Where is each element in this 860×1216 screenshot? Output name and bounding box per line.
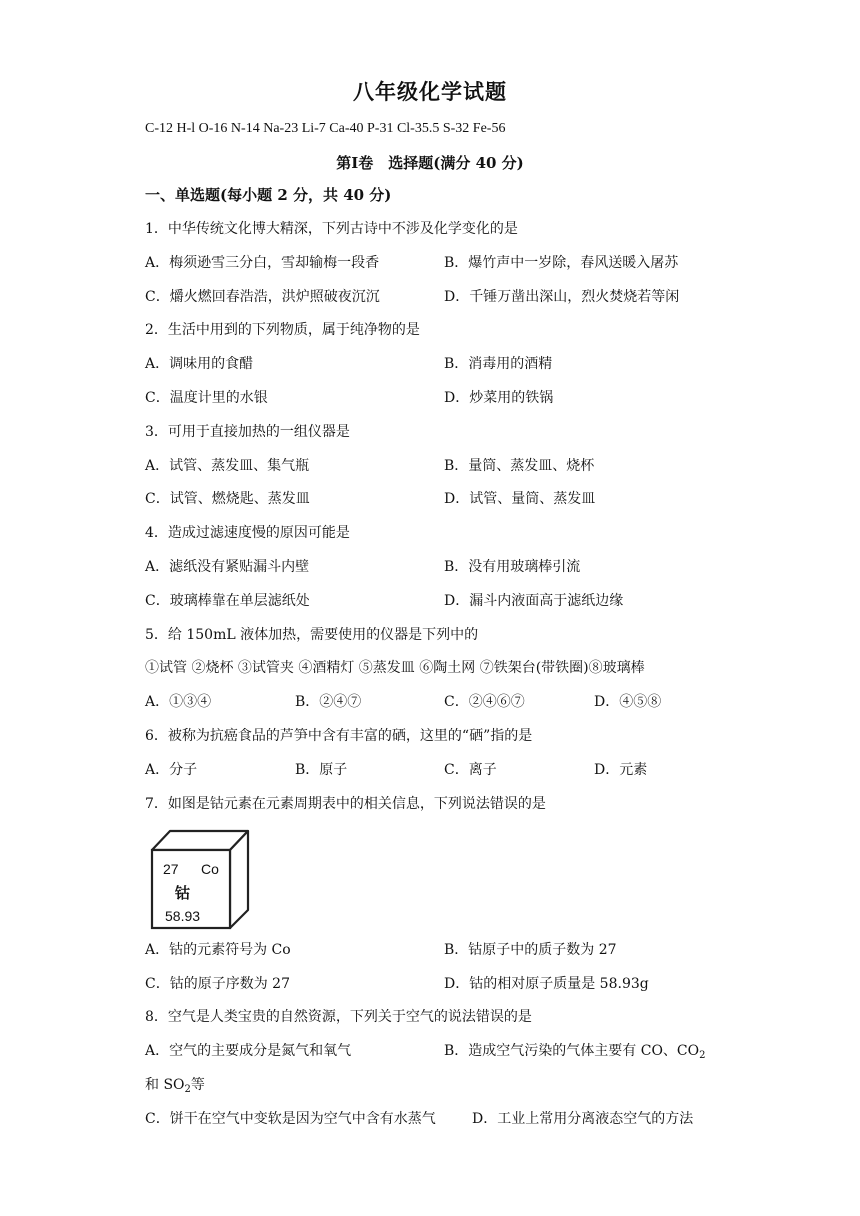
option-d: D．钴的相对原子质量是 58.93g bbox=[444, 976, 649, 992]
instrument-list: ①试管 ②烧杯 ③试管夹 ④酒精灯 ⑤蒸发皿 ⑥陶土网 ⑦铁架台(带铁圈)⑧玻璃棒 bbox=[145, 660, 645, 676]
atomic-number: 27 bbox=[163, 861, 179, 877]
option-a: A．调味用的食醋 bbox=[145, 356, 254, 372]
question-stem: 6．被称为抗癌食品的芦笋中含有丰富的硒，这里的“硒”指的是 bbox=[145, 728, 533, 744]
question-stem: 1．中华传统文化博大精深，下列古诗中不涉及化学变化的是 bbox=[145, 221, 518, 237]
option-a: A．试管、蒸发皿、集气瓶 bbox=[145, 458, 310, 474]
question-stem: 5．给 150mL 液体加热，需要使用的仪器是下列中的 bbox=[145, 627, 479, 643]
option-b: B．没有用玻璃棒引流 bbox=[444, 559, 581, 575]
volume-title: 第Ⅰ卷 选择题(满分 40 分) bbox=[336, 154, 524, 172]
option-a: A．空气的主要成分是氮气和氧气 bbox=[145, 1043, 352, 1059]
atomic-masses: C-12 H-l O-16 N-14 Na-23 Li-7 Ca-40 P-31 Cl-35.5 S-32 Fe-56 bbox=[145, 121, 506, 136]
option-d: D．试管、量筒、蒸发皿 bbox=[444, 491, 596, 507]
question-stem: 2．生活中用到的下列物质，属于纯净物的是 bbox=[145, 322, 420, 338]
atomic-mass: 58.93 bbox=[165, 908, 201, 924]
option-d: D．炒菜用的铁锅 bbox=[444, 390, 554, 406]
option-c: C．离子 bbox=[444, 762, 497, 778]
option-a: A．滤纸没有紧贴漏斗内壁 bbox=[145, 559, 310, 575]
question-stem: 7．如图是钴元素在元素周期表中的相关信息，下列说法错误的是 bbox=[145, 796, 546, 812]
option-b: B．消毒用的酒精 bbox=[444, 356, 553, 372]
option-c: C．试管、燃烧匙、蒸发皿 bbox=[145, 491, 310, 507]
option-d: D．④⑤⑧ bbox=[594, 694, 662, 710]
option-d: D．工业上常用分离液态空气的方法 bbox=[472, 1111, 694, 1127]
option-d: D．漏斗内液面高于滤纸边缘 bbox=[444, 593, 624, 609]
option-b: B．爆竹声中一岁除，春风送暖入屠苏 bbox=[444, 255, 679, 271]
option-c: C．温度计里的水银 bbox=[145, 390, 268, 406]
option-b-continued: 和 $SO_2$等 bbox=[145, 1077, 205, 1095]
option-b: B．原子 bbox=[295, 762, 348, 778]
option-b: B．钴原子中的质子数为 27 bbox=[444, 942, 617, 958]
section-heading: 一、单选题(每小题 2 分，共 40 分) bbox=[145, 186, 392, 204]
element-symbol: Co bbox=[201, 861, 219, 877]
option-a: A．钴的元素符号为 Co bbox=[145, 942, 291, 958]
question-stem: 8．空气是人类宝贵的自然资源，下列关于空气的说法错误的是 bbox=[145, 1009, 532, 1025]
option-a: A．分子 bbox=[145, 762, 198, 778]
option-a: A．①③④ bbox=[145, 694, 212, 710]
option-c: C．钴的原子序数为 27 bbox=[145, 976, 290, 992]
question-stem: 4．造成过滤速度慢的原因可能是 bbox=[145, 525, 350, 541]
element-name: 钴 bbox=[175, 885, 191, 902]
question-stem: 3．可用于直接加热的一组仪器是 bbox=[145, 424, 350, 440]
option-c: C．玻璃棒靠在单层滤纸处 bbox=[145, 593, 310, 609]
option-c: C．爝火燃回春浩浩，洪炉照破夜沉沉 bbox=[145, 289, 380, 305]
option-c: C．饼干在空气中变软是因为空气中含有水蒸气 bbox=[145, 1111, 436, 1127]
option-d: D．元素 bbox=[594, 762, 648, 778]
option-a: A．梅须逊雪三分白，雪却输梅一段香 bbox=[145, 255, 380, 271]
option-b: B．②④⑦ bbox=[295, 694, 362, 710]
option-b: B．量筒、蒸发皿、烧杯 bbox=[444, 458, 595, 474]
exam-title: 八年级化学试题 bbox=[353, 79, 507, 104]
option-d: D．千锤万凿出深山，烈火焚烧若等闲 bbox=[444, 289, 680, 305]
option-b: B．造成空气污染的气体主要有 CO、$CO_2$ bbox=[444, 1043, 706, 1061]
option-c: C．②④⑥⑦ bbox=[444, 694, 525, 710]
